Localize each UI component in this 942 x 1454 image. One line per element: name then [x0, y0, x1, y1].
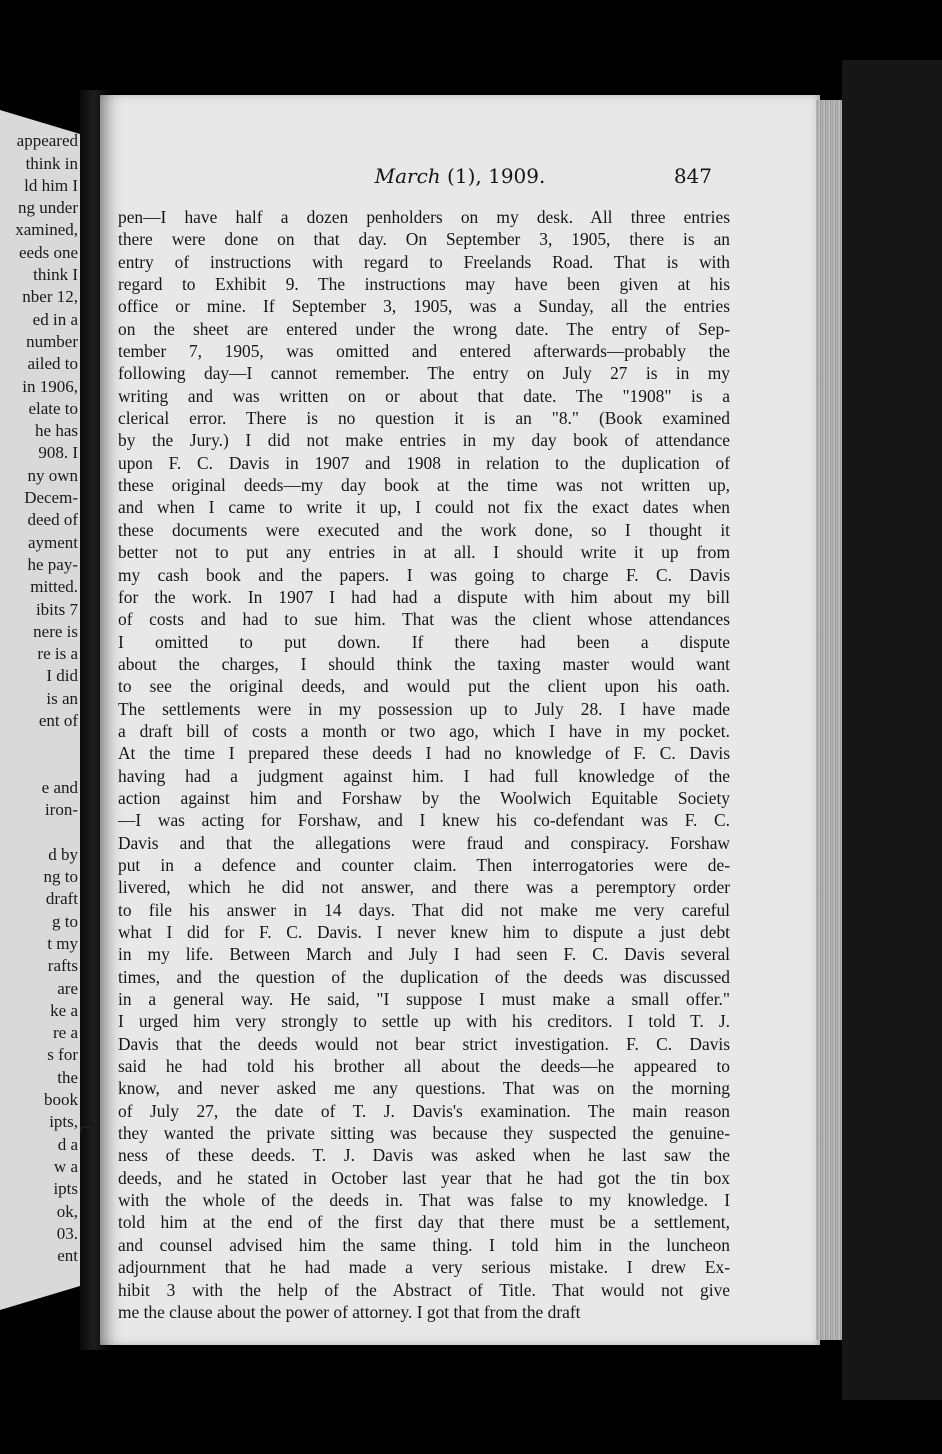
left-page-line: ed in a [32, 309, 78, 329]
text-line: and counsel advised him the same thing. I told him in the luncheon [118, 1234, 730, 1255]
text-line: told him at the end of the first day that there must be a settlement, [118, 1212, 730, 1233]
left-page-line: appeared [16, 131, 78, 151]
left-page-line: the [57, 1067, 78, 1087]
left-page-line: number [26, 331, 78, 351]
text-line: by the Jury.) I did not make entries in my day book of attendance [118, 430, 730, 451]
text-line: these documents were executed and the work done, so I thought it [118, 519, 730, 540]
left-page-line [0, 822, 78, 844]
text-line: these original deeds—my day book at the time was not written up, [118, 475, 730, 496]
left-page-line: t my [47, 933, 78, 953]
text-line: about the charges, I should think the taxing master would want [118, 653, 730, 674]
text-line: of costs and had to sue him. That was the client whose attendances [118, 609, 730, 630]
text-line: office or mine. If September 3, 1905, was a Sunday, all the entries [118, 296, 730, 317]
left-page-line: I did [46, 666, 78, 686]
body-text [118, 206, 730, 1323]
text-line: with the whole of the deeds in. That was false to my knowledge. I [118, 1190, 730, 1211]
text-line: in a general way. He said, "I suppose I must make a small offer." [118, 989, 730, 1010]
text-line: At the time I prepared these deeds I had no knowledge of F. C. Davis [118, 743, 730, 764]
left-page-line [0, 108, 78, 130]
text-line: Davis and that the allegations were fraud and conspiracy. Forshaw [118, 832, 730, 853]
text-line: better not to put any entries in at all. I should write it up from [118, 542, 730, 563]
header-month: March [374, 164, 441, 188]
left-page-line: think in [25, 153, 78, 173]
left-page-line: draft [45, 889, 78, 909]
book-cover [842, 60, 942, 1400]
text-line: know, and never asked me any questions. That was on the morning [118, 1078, 730, 1099]
text-line: deeds, and he stated in October last year that he had got the tin box [118, 1167, 730, 1188]
margin-mark: ⌐ [78, 1118, 94, 1139]
left-page-line: book [44, 1090, 78, 1110]
left-page-line [0, 755, 78, 777]
left-page-line: ng to [43, 867, 78, 887]
left-page-line: he has [35, 421, 78, 441]
left-page-line: in 1906, [22, 376, 78, 396]
text-line: The settlements were in my possession up to July 28. I have made [118, 698, 730, 719]
text-line: my cash book and the papers. I was going to charge F. C. Davis [118, 564, 730, 585]
left-page-line: elate to [28, 398, 78, 418]
text-line: Davis that the deeds would not bear strict investigation. F. C. Davis [118, 1033, 730, 1054]
left-page-line: think I [33, 265, 78, 285]
left-page-line: eeds one [18, 242, 78, 262]
left-page-line: re a [52, 1023, 78, 1043]
left-page-line: ny own [27, 465, 78, 485]
text-line: tember 7, 1905, was omitted and entered afterwards—probably the [118, 341, 730, 362]
left-page-line: ng under [18, 198, 78, 218]
text-line: clerical error. There is no question it is an "8." (Book examined [118, 408, 730, 429]
text-line: a draft bill of costs a month or two ago, which I have in my pocket. [118, 720, 730, 741]
left-page-line: is an [46, 688, 78, 708]
text-line: times, and the question of the duplication of the deeds was discussed [118, 966, 730, 987]
text-line: regard to Exhibit 9. The instructions may have been given at his [118, 274, 730, 295]
text-line: upon F. C. Davis in 1907 and 1908 in relation to the duplication of [118, 452, 730, 473]
text-line: of July 27, the date of T. J. Davis's examination. The main reason [118, 1100, 730, 1121]
left-page-line: ipts [53, 1179, 78, 1199]
text-line: —I was acting for Forshaw, and I knew his co-defendant was F. C. [118, 810, 730, 831]
text-line: I omitted to put down. If there had been a dispute [118, 631, 730, 652]
text-line: on the sheet are entered under the wrong date. The entry of Sep- [118, 318, 730, 339]
left-page-line: mitted. [30, 577, 78, 597]
text-line: me the clause about the power of attorney. I got that from the draft [118, 1301, 581, 1322]
text-line: they wanted the private sitting was because they suspected the genuine- [118, 1123, 730, 1144]
left-page-text [0, 108, 78, 1267]
text-line: what I did for F. C. Davis. I never knew him to dispute a just debt [118, 922, 730, 942]
left-page-line: 03. [56, 1223, 78, 1243]
text-line: and when I came to write it up, I could not fix the exact dates when [118, 497, 730, 518]
text-line: entry of instructions with regard to Freelands Road. That is with [118, 251, 730, 272]
header-title [100, 164, 820, 188]
left-page-line: s for [47, 1045, 78, 1065]
left-page-line: ld him I [24, 175, 78, 195]
left-page-line: nere is [33, 621, 78, 641]
text-line: having had a judgment against him. I had full knowledge of the [118, 765, 730, 786]
text-line: put in a defence and counter claim. Then interrogatories were de- [118, 854, 730, 875]
left-page-line: deed of [27, 510, 78, 530]
left-page-line: e and [41, 777, 78, 797]
text-line: action against him and Forshaw by the Woolwich Equitable Society [118, 787, 730, 808]
running-header [100, 160, 820, 196]
text-line: there were done on that day. On September 3, 1905, there is an [118, 229, 730, 250]
left-page-line: re is a [37, 644, 78, 664]
left-page-line: nber 12, [22, 287, 78, 307]
left-page-line: ent [57, 1246, 78, 1266]
left-page-line: d a [57, 1134, 78, 1154]
left-page-line: 908. I [38, 443, 78, 463]
left-page-line: ibits 7 [35, 599, 78, 619]
text-line: pen—I have half a dozen penholders on my desk. All three entries [118, 207, 730, 227]
left-page-line: ailed to [27, 354, 78, 374]
text-line: livered, which he did not answer, and there was a peremptory order [118, 877, 730, 898]
left-page-line: Decem- [24, 488, 78, 508]
left-page-line: iron- [44, 800, 78, 820]
left-page-line: ok, [56, 1201, 78, 1221]
left-page-line: ke a [50, 1000, 78, 1020]
left-page-line: g to [52, 911, 78, 931]
left-page-line: he pay- [27, 554, 78, 574]
left-page-line [0, 732, 78, 754]
left-page-line: w a [53, 1156, 78, 1176]
text-line: for the work. In 1907 I had had a dispute with him about my bill [118, 586, 730, 607]
text-line: ness of these deeds. T. J. Davis was asked when he last saw the [118, 1145, 730, 1166]
page-edges [816, 100, 844, 1340]
text-line: hibit 3 with the help of the Abstract of Title. That would not give [118, 1279, 730, 1300]
text-line: following day—I cannot remember. The entry on July 27 is in my [118, 363, 730, 384]
left-page-line: ipts, [49, 1112, 78, 1132]
text-line: to see the original deeds, and would put the client upon his oath. [118, 676, 730, 697]
left-page-line: rafts [47, 956, 78, 976]
text-line: said he had told his brother all about the deeds—he appeared to [118, 1056, 730, 1077]
header-date: (1), 1909. [440, 164, 546, 188]
text-line: adjournment that he had made a very serious mistake. I drew Ex- [118, 1257, 730, 1278]
text-line: writing and was written on or about that date. The "1908" is a [118, 385, 730, 406]
text-line: I urged him very strongly to settle up with his creditors. I told T. J. [118, 1011, 730, 1032]
text-line: to file his answer in 14 days. That did not make me very careful [118, 899, 730, 920]
left-page-line: xamined, [15, 220, 78, 240]
left-page-line: ent of [38, 711, 78, 731]
left-page-line: d by [48, 844, 78, 864]
left-page-line: ayment [27, 532, 78, 552]
text-line: in my life. Between March and July I had seen F. C. Davis several [118, 944, 730, 965]
page-number: 847 [673, 164, 712, 188]
left-page-line: are [57, 978, 78, 998]
